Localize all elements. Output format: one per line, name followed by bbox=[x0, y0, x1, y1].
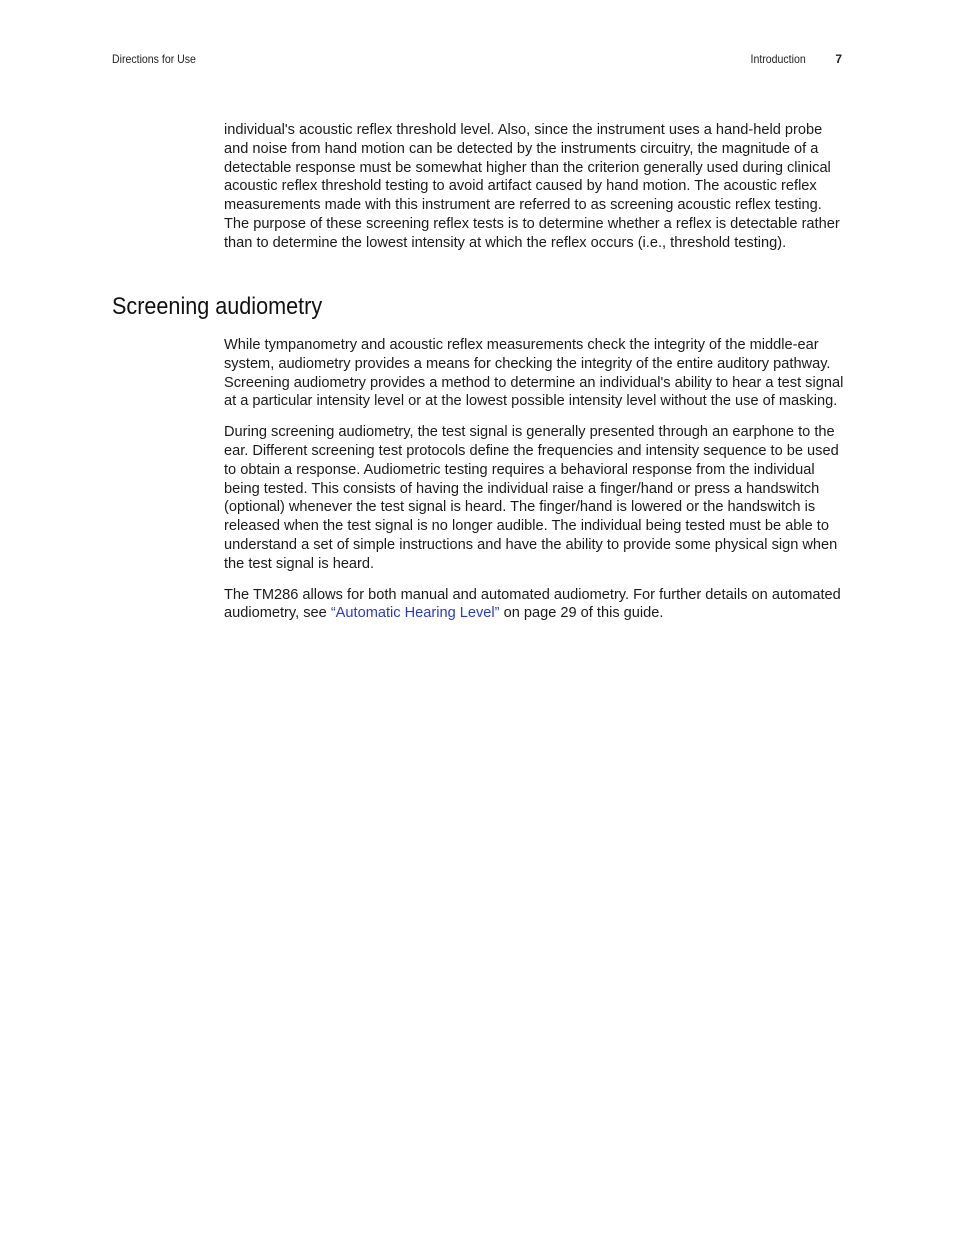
paragraph-tm286-text: The TM286 allows for both manual and automated audiometry. For further details on automated audiometry, see bbox=[224, 586, 841, 622]
running-header bbox=[112, 52, 842, 70]
paragraph-middle-ear: While tympanometry and acoustic reflex measurements check the integrity of the middle-ear system, audiometry provides a means for checking the integrity of the entire auditory pathway. Screening audiometry provides a method to determine an individual's ability to hear a test signal at a particular intensity level or at the lowest possible intensity level without the use of masking. bbox=[224, 337, 844, 410]
paragraph-tm286-tail: on page 29 of this guide. bbox=[499, 605, 664, 622]
paragraph-tm286 bbox=[224, 586, 846, 624]
section-heading: Screening audiometry bbox=[112, 293, 323, 320]
section-name: Introduction bbox=[750, 52, 806, 66]
page-number: 7 bbox=[835, 52, 842, 66]
cross-reference-link[interactable]: “Automatic Hearing Level” bbox=[330, 605, 500, 622]
section-body bbox=[224, 336, 846, 635]
header-right-group bbox=[743, 52, 842, 66]
paragraph-test-signal: During screening audiometry, the test signal is generally presented through an earphone to the ear. Different screening test protocols define the frequencies and intensity sequence to be used to obtain a response. Audiometric testing requires a behavioral response from the individual being tested. This consists of having the individual raise a finger/hand or press a handswitch (optional) whenever the test signal is heard. The finger/hand is lowered or the handswitch is released when the test signal is no longer audible. The individual being tested must be able to understand a set of simple instructions and have the ability to provide some physical sign when the test signal is heard. bbox=[224, 424, 839, 572]
document-title: Directions for Use bbox=[112, 52, 196, 66]
continued-paragraph-block bbox=[224, 121, 846, 265]
continued-paragraph: individual's acoustic reflex threshold level. Also, since the instrument uses a hand-held probe and noise from hand motion can be detected by the instruments circuitry, the magnitude of a detectable response must be somewhat higher than the criterion generally used during clinical acoustic reflex threshold testing to avoid artifact caused by hand motion. The acoustic reflex measurements made with this instrument are referred to as screening acoustic reflex testing. The purpose of these screening reflex tests is to determine whether a reflex is detectable rather than to determine the lowest intensity at which the reflex occurs (i.e., threshold testing). bbox=[224, 122, 840, 251]
